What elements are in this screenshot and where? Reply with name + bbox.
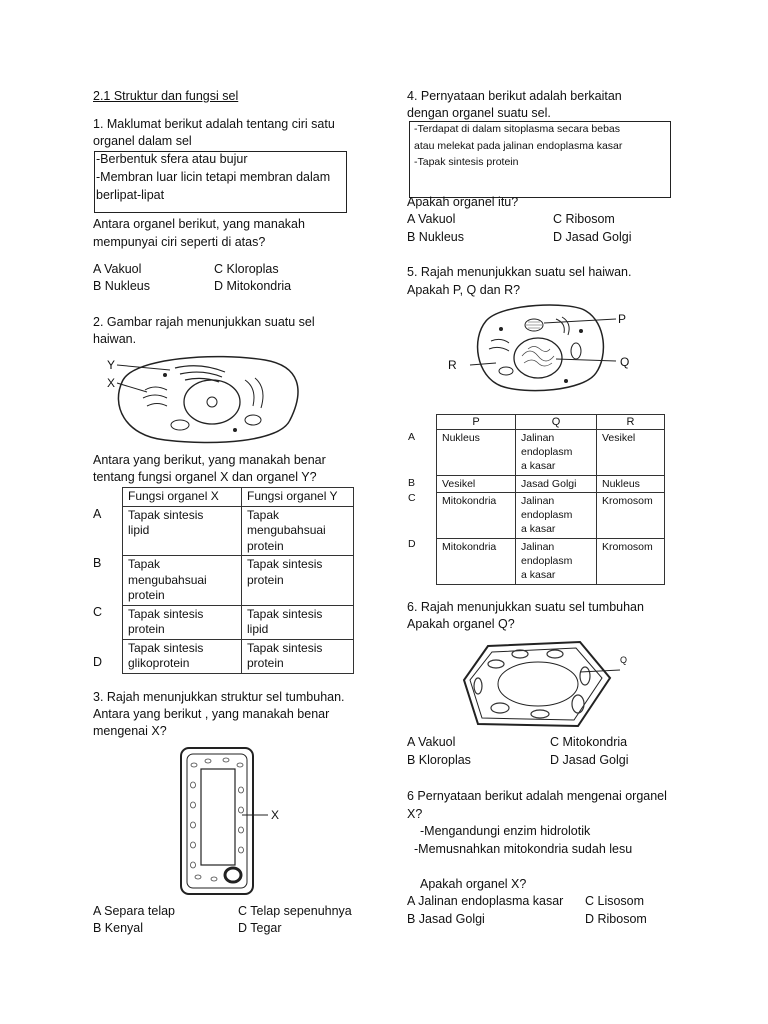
- q6-label-q: Q: [620, 655, 628, 665]
- q2-line2: haiwan.: [93, 332, 137, 346]
- q6-line1: 6. Rajah menunjukkan suatu sel tumbuhan: [407, 600, 644, 614]
- q4-option-d[interactable]: D Jasad Golgi: [553, 230, 632, 244]
- q1-box-line1: -Berbentuk sfera atau bujur: [96, 152, 248, 166]
- table-row: [437, 430, 665, 476]
- table-cell: Tapak mengubahsuai protein: [242, 506, 354, 556]
- table-header-cell: P: [437, 415, 516, 430]
- table-cell: Tapak sintesis protein: [123, 605, 242, 639]
- q4-box-line3: -Tapak sintesis protein: [414, 156, 519, 168]
- q5-row-key-b[interactable]: B: [408, 477, 416, 489]
- q4-box-line2: atau melekat pada jalinan endoplasma kasar: [414, 140, 623, 152]
- table-cell: Kromosom: [597, 539, 665, 585]
- page-title: 2.1 Struktur dan fungsi sel: [93, 89, 239, 103]
- q1-line1: 1. Maklumat berikut adalah tentang ciri satu: [93, 117, 335, 131]
- table-cell: Nukleus: [597, 476, 665, 493]
- table-cell: Tapak sintesis lipid: [123, 506, 242, 556]
- q2-label-y: Y: [107, 358, 116, 372]
- q4-line2: dengan organel suatu sel.: [407, 106, 551, 120]
- table-cell: Tapak sintesis protein: [242, 639, 354, 673]
- q4-option-b[interactable]: B Nukleus: [407, 230, 464, 244]
- table-row: [437, 539, 665, 585]
- q1-option-b[interactable]: B Nukleus: [93, 279, 150, 293]
- q5-line1: 5. Rajah menunjukkan suatu sel haiwan.: [407, 265, 632, 279]
- table-header-cell: Q: [516, 415, 597, 430]
- table-cell: Tapak mengubahsuai protein: [123, 556, 242, 606]
- table-cell: Mitokondria: [437, 539, 516, 585]
- table-cell: Vesikel: [437, 476, 516, 493]
- table-cell: Jalinan endoplasm a kasar: [516, 539, 597, 585]
- q5-label-r: R: [448, 358, 457, 372]
- q2-stem2: tentang fungsi organel X dan organel Y?: [93, 470, 317, 484]
- table-cell: Jalinan endoplasm a kasar: [516, 430, 597, 476]
- q3-option-b[interactable]: B Kenyal: [93, 921, 144, 935]
- table-cell: Vesikel: [597, 430, 665, 476]
- q2-stem1: Antara yang berikut, yang manakah benar: [93, 453, 326, 467]
- table-cell: Tapak sintesis glikoprotein: [123, 639, 242, 673]
- q6-option-b[interactable]: B Kloroplas: [407, 753, 471, 767]
- table-row: [437, 493, 665, 539]
- q6-option-c[interactable]: C Mitokondria: [550, 735, 628, 749]
- table-cell: Tapak sintesis lipid: [242, 605, 354, 639]
- plant-cell-diagram-q6: [460, 638, 630, 730]
- q5-line2: Apakah P, Q dan R?: [407, 283, 521, 297]
- q3-line3: mengenai X?: [93, 724, 167, 738]
- q3-option-d[interactable]: D Tegar: [238, 921, 282, 935]
- q7-option-c[interactable]: C Lisosom: [585, 894, 645, 908]
- table-cell: Nukleus: [437, 430, 516, 476]
- animal-cell-diagram-q2: [105, 350, 305, 448]
- q1-line2: organel dalam sel: [93, 134, 192, 148]
- q7-bullet2: -Memusnahkan mitokondria sudah lesu: [414, 842, 633, 856]
- q5-label-q: Q: [620, 355, 630, 369]
- table-header-row: [123, 488, 354, 507]
- q4-option-c[interactable]: C Ribosom: [553, 212, 615, 226]
- table-row: [437, 476, 665, 493]
- q5-row-key-d[interactable]: D: [408, 538, 416, 550]
- q1-box-line3: berlipat-lipat: [96, 188, 165, 202]
- table-header-row: [437, 415, 665, 430]
- table-row: [123, 556, 354, 606]
- table-header-cell: R: [597, 415, 665, 430]
- q1-stem2: mempunyai ciri seperti di atas?: [93, 235, 266, 249]
- q6-option-a[interactable]: A Vakuol: [407, 735, 456, 749]
- q3-option-a[interactable]: A Separa telap: [93, 904, 176, 918]
- q5-label-p: P: [618, 312, 627, 326]
- table-cell: Mitokondria: [437, 493, 516, 539]
- q2-row-key-d[interactable]: D: [93, 655, 103, 669]
- q7-line2: X?: [407, 807, 423, 821]
- table-cell: Jalinan endoplasm a kasar: [516, 493, 597, 539]
- q4-stem: Apakah organel itu?: [407, 195, 519, 209]
- q7-option-d[interactable]: D Ribosom: [585, 912, 647, 926]
- table-row: [123, 506, 354, 556]
- animal-cell-diagram-q5: [456, 301, 636, 396]
- table-cell: Kromosom: [597, 493, 665, 539]
- q3-line1: 3. Rajah menunjukkan struktur sel tumbuhan.: [93, 690, 345, 704]
- q2-row-key-c[interactable]: C: [93, 605, 103, 619]
- q7-line1: 6 Pernyataan berikut adalah mengenai organel: [407, 789, 667, 803]
- table-cell: Jasad Golgi: [516, 476, 597, 493]
- q4-option-a[interactable]: A Vakuol: [407, 212, 456, 226]
- table-header-cell: Fungsi organel X: [123, 488, 242, 507]
- table-row: [123, 639, 354, 673]
- q1-stem1: Antara organel berikut, yang manakah: [93, 217, 305, 231]
- q3-option-c[interactable]: C Telap sepenuhnya: [238, 904, 352, 918]
- q7-option-a[interactable]: A Jalinan endoplasma kasar: [407, 894, 564, 908]
- q2-row-key-b[interactable]: B: [93, 556, 102, 570]
- q2-label-x: X: [107, 376, 116, 390]
- q3-label-x: X: [271, 808, 280, 822]
- q6-line2: Apakah organel Q?: [407, 617, 515, 631]
- q1-option-c[interactable]: C Kloroplas: [214, 262, 279, 276]
- q7-stem: Apakah organel X?: [420, 877, 527, 891]
- q5-row-key-a[interactable]: A: [408, 431, 416, 443]
- q2-answer-table: [122, 487, 354, 674]
- table-row: [123, 605, 354, 639]
- q4-box-line1: -Terdapat di dalam sitoplasma secara bebas: [414, 123, 621, 135]
- q3-line2: Antara yang berikut , yang manakah benar: [93, 707, 330, 721]
- q7-option-b[interactable]: B Jasad Golgi: [407, 912, 485, 926]
- q7-bullet1: -Mengandungi enzim hidrolotik: [420, 824, 591, 838]
- table-cell: Tapak sintesis protein: [242, 556, 354, 606]
- q1-option-a[interactable]: A Vakuol: [93, 262, 142, 276]
- table-header-cell: Fungsi organel Y: [242, 488, 354, 507]
- q5-answer-table: [436, 414, 665, 585]
- q1-option-d[interactable]: D Mitokondria: [214, 279, 292, 293]
- q1-box-line2: -Membran luar licin tetapi membran dalam: [96, 170, 331, 184]
- q2-line1: 2. Gambar rajah menunjukkan suatu sel: [93, 315, 315, 329]
- q4-line1: 4. Pernyataan berikut adalah berkaitan: [407, 89, 622, 103]
- q5-row-key-c[interactable]: C: [408, 492, 416, 504]
- q6-option-d[interactable]: D Jasad Golgi: [550, 753, 629, 767]
- q2-row-key-a[interactable]: A: [93, 507, 102, 521]
